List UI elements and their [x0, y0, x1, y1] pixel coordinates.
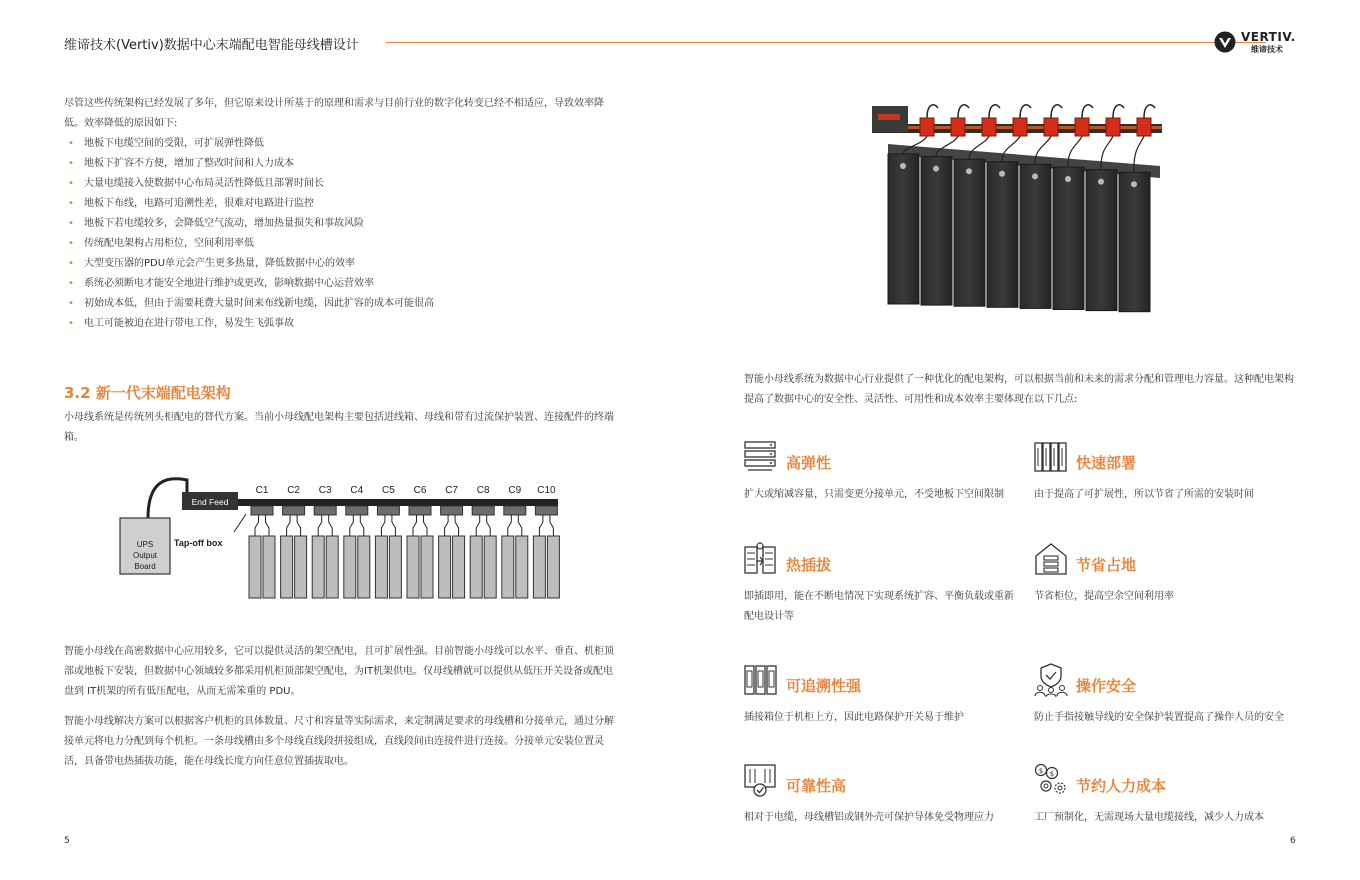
rack-cabinet	[533, 536, 545, 598]
list-item: • 电工可能被迫在进行带电工作，易发生飞弧事故	[68, 318, 294, 329]
rack-cabinet	[389, 536, 401, 598]
tap-off-unit	[982, 118, 996, 136]
tap-off-box	[251, 506, 273, 515]
circuit-label: C4	[350, 485, 364, 496]
intro-paragraph: 尽管这些传统架构已经发展了多年，但它原来设计所基于的原理和需求与目前行业的数字化转变已经不相适应，导致效率降低。效率降低的原因如下:	[64, 98, 604, 129]
tap-off-unit	[1106, 118, 1120, 136]
server-cabinet	[1053, 167, 1084, 310]
feature-title: 节约人力成本	[1076, 777, 1167, 795]
rack-cabinet	[375, 536, 387, 598]
document-title: 维谛技术(Vertiv)数据中心末端配电智能母线槽设计	[64, 38, 359, 53]
rack-cabinet	[484, 536, 496, 598]
cabinet-logo	[1098, 179, 1104, 185]
feature-item	[744, 440, 1024, 490]
feature-description: 插接箱位于机柜上方，因此电路保护开关易于维护	[744, 712, 964, 723]
svg-text:$: $	[1049, 770, 1055, 778]
cabinet-logo	[1032, 173, 1038, 179]
list-item: • 大量电缆接入使数据中心布局灵活性降低且部署时间长	[68, 178, 324, 189]
cabinet-logo	[900, 163, 906, 169]
rack-cabinet	[421, 536, 433, 598]
tap-off-unit	[1075, 118, 1089, 136]
feature-title: 可靠性高	[786, 777, 847, 795]
circuit-label: C6	[413, 485, 427, 496]
tap-off-cable	[1113, 105, 1124, 118]
feature-title: 操作安全	[1076, 677, 1137, 695]
cabinet-logo	[999, 171, 1005, 177]
tap-off-box	[377, 506, 399, 515]
feature-title: 热插拔	[786, 556, 832, 574]
rack-cable	[487, 515, 491, 536]
cabinet-logo	[1131, 181, 1137, 187]
body-paragraph: 智能小母线解决方案可以根据客户机柜的具体数量、尺寸和容量等实际需求，来定制满足要求的母线槽和分接单元，通过分解接单元将电力分配到每个机柜。一条母线槽由多个母线直线段拼接组成，直线段间由连接件进行连接。分接单元安装位置灵活，具备带电热插拔功能，能在母线长度方向任意位置插拔取电。	[64, 716, 614, 767]
rack-cable	[518, 515, 522, 536]
money-gear-icon	[1034, 763, 1068, 797]
rack-cable	[508, 515, 512, 536]
circuit-label: C8	[476, 485, 490, 496]
svg-text:$: $	[1038, 767, 1044, 775]
rack-cabinet	[547, 536, 559, 598]
ups-label-line: Output	[132, 551, 158, 560]
busway-server-rack-image	[860, 96, 1170, 318]
cabinets-icon	[744, 663, 778, 697]
rack-cabinet	[358, 536, 370, 598]
feature-description: 防止手指接触导线的安全保护装置提高了操作人员的安全	[1034, 712, 1284, 723]
busbar-modules-icon	[1034, 440, 1068, 474]
feed-cable	[148, 479, 187, 518]
tap-off-box	[314, 506, 336, 515]
tap-off-box	[535, 506, 557, 515]
list-item: • 系统必须断电才能安全地进行维护或更改，影响数据中心运营效率	[68, 278, 374, 289]
rack-cable	[381, 515, 385, 536]
circuit-label: C2	[287, 485, 300, 496]
tap-off-cable	[1020, 105, 1031, 118]
rack-cable	[424, 515, 428, 536]
rack-cable	[392, 515, 396, 536]
rack-cable	[360, 515, 364, 536]
feature-description: 由于提高了可扩展性，所以节省了所需的安装时间	[1034, 489, 1254, 500]
rack-cabinet	[312, 536, 324, 598]
tap-off-box	[409, 506, 431, 515]
vertiv-logo	[1214, 30, 1304, 56]
rack-cable	[455, 515, 459, 536]
server-cabinet	[1020, 164, 1051, 308]
rack-cabinet	[249, 536, 261, 598]
tap-off-cable	[989, 105, 1000, 118]
feature-title: 节省占地	[1076, 556, 1137, 574]
feature-title: 快速部署	[1076, 454, 1137, 472]
rack-cable	[255, 515, 259, 536]
feature-title: 可追溯性强	[786, 677, 862, 695]
list-item: • 大型变压器的PDU单元会产生更多热量，降低数据中心的效率	[68, 258, 356, 269]
rack-cable	[329, 515, 333, 536]
header-rule	[386, 42, 1266, 43]
ups-label-line: Board	[134, 562, 156, 571]
list-item: • 初始成本低，但由于需要耗费大量时间来布线新电缆，因此扩容的成本可能很高	[68, 298, 434, 309]
server-cabinet	[888, 154, 919, 304]
rack-cable	[266, 515, 270, 536]
rack-cable	[445, 515, 449, 536]
rack-cabinet	[326, 536, 338, 598]
rack-cabinet	[453, 536, 465, 598]
tap-off-label: Tap-off box	[174, 538, 223, 548]
tap-off-box	[441, 506, 463, 515]
rack-cabinet	[516, 536, 528, 598]
feature-description: 扩大或缩减容量，只需变更分接单元，不受地板下空间限制	[744, 489, 1004, 500]
circuit-label: C10	[537, 485, 556, 496]
rack-cabinet	[407, 536, 419, 598]
page-number: 6	[1290, 836, 1296, 846]
busbar	[238, 499, 558, 506]
brand-name: VERTIV.	[1241, 30, 1296, 44]
feature-item	[1034, 542, 1314, 592]
server-cabinet	[954, 159, 985, 306]
list-item: • 传统配电架构占用柜位，空间利用率低	[68, 238, 254, 249]
tap-off-box	[346, 506, 368, 515]
feature-description: 节省柜位，提高空余空间利用率	[1034, 591, 1174, 602]
tap-off-box	[504, 506, 526, 515]
tap-off-cable	[1144, 105, 1155, 118]
busway-diagram	[112, 470, 568, 606]
rack-cable	[350, 515, 354, 536]
rack-units-icon	[744, 440, 778, 474]
body-paragraph: 智能小母线在高密数据中心应用较多，它可以提供灵活的架空配电，且可扩展性强。目前智能小母线可以水平、垂直、机柜顶部或地板下安装，但数据中心领域较多都采用机柜顶部架空配电，为IT机架供电。仅母线槽就可以提供从低压开关设备或配电盘到 IT机架的所有低压配电，从而无需笨重的 PDU。	[64, 646, 614, 697]
cabinet-logo	[966, 168, 972, 174]
feature-description: 工厂预制化，无需现场大量电缆接线，减少人力成本	[1034, 812, 1264, 823]
page-header	[64, 28, 1304, 56]
brand-name-cn: 维谛技术	[1251, 45, 1283, 54]
rack-cabinet	[344, 536, 356, 598]
feature-item	[1034, 763, 1314, 813]
efficiency-issue-list	[64, 134, 624, 334]
tap-off-unit	[1137, 118, 1151, 136]
ups-label-line: UPS	[136, 540, 154, 549]
right-intro-paragraph: 智能小母线系统为数据中心行业提供了一种优化的配电架构，可以根据当前和未来的需求分配和管理电力容量。这种配电架构提高了数据中心的安全性、灵活性、可用性和成本效率主要体现在以下几点:	[744, 374, 1294, 405]
tap-off-unit	[1013, 118, 1027, 136]
tap-off-unit	[951, 118, 965, 136]
end-feed-label: End Feed	[191, 497, 229, 507]
rack-cable	[476, 515, 480, 536]
circuit-label: C7	[445, 485, 458, 496]
rack-cabinet	[470, 536, 482, 598]
shield-people-icon	[1034, 663, 1068, 697]
cabinet-logo	[933, 166, 939, 172]
page-number: 5	[64, 836, 70, 846]
server-cabinet	[1086, 170, 1117, 311]
feature-item	[744, 542, 1024, 592]
rack-cabinet	[439, 536, 451, 598]
house-rack-icon	[1034, 542, 1068, 576]
rack-cable	[287, 515, 291, 536]
feature-title: 高弹性	[786, 454, 832, 472]
section-heading: 3.2 新一代末端配电架构	[64, 384, 231, 402]
feature-item	[1034, 663, 1314, 713]
server-cabinet	[987, 162, 1018, 307]
rack-cabinet	[281, 536, 293, 598]
tap-off-cable	[927, 105, 938, 118]
circuit-label: C5	[382, 485, 395, 496]
tap-off-cable	[1082, 105, 1093, 118]
server-cabinet	[1119, 172, 1150, 312]
plug-rack-icon	[744, 542, 778, 576]
list-item: • 地板下电缆空间的受限，可扩展弹性降低	[68, 138, 264, 149]
rack-cable	[297, 515, 301, 536]
circuit-label: C3	[318, 485, 332, 496]
tap-off-unit	[1044, 118, 1058, 136]
tap-off-cable	[1051, 105, 1062, 118]
feature-item	[744, 663, 1024, 713]
vertiv-logo-icon	[1214, 31, 1236, 53]
tap-off-pointer	[234, 514, 246, 532]
tap-off-box	[283, 506, 305, 515]
feature-description: 相对于电缆，母线槽铝或钢外壳可保护导体免受物理应力	[744, 812, 994, 823]
rack-cabinet	[295, 536, 307, 598]
circuit-label: C9	[508, 485, 522, 496]
section-paragraph: 小母线系统是传统列头柜配电的替代方案。当前小母线配电架构主要包括进线箱、母线和带有过流保护装置、连接配件的终端箱。	[64, 412, 614, 443]
rack-cabinet	[502, 536, 514, 598]
rack-cabinet	[263, 536, 275, 598]
tap-off-unit	[920, 118, 934, 136]
list-item: • 地板下布线，电路可追溯性差，很难对电路进行监控	[68, 198, 314, 209]
server-cabinet	[921, 157, 952, 306]
tap-off-cable	[958, 105, 969, 118]
circuit-label: C1	[255, 485, 269, 496]
tap-off-box	[472, 506, 494, 515]
feature-item	[744, 763, 1024, 813]
list-item: • 地板下若电缆较多，会降低空气流动，增加热量损失和事故风险	[68, 218, 364, 229]
rack-cable	[539, 515, 543, 536]
rack-cable	[550, 515, 554, 536]
rack-cable	[413, 515, 417, 536]
cabinet-logo	[1065, 176, 1071, 182]
board-check-icon	[744, 763, 778, 797]
feature-description: 即插即用，能在不断电情况下实现系统扩容、平衡负载或重新配电设计等	[744, 591, 1014, 622]
list-item: • 地板下扩容不方便，增加了整改时间和人力成本	[68, 158, 294, 169]
rack-cable	[318, 515, 322, 536]
feature-item	[1034, 440, 1314, 490]
